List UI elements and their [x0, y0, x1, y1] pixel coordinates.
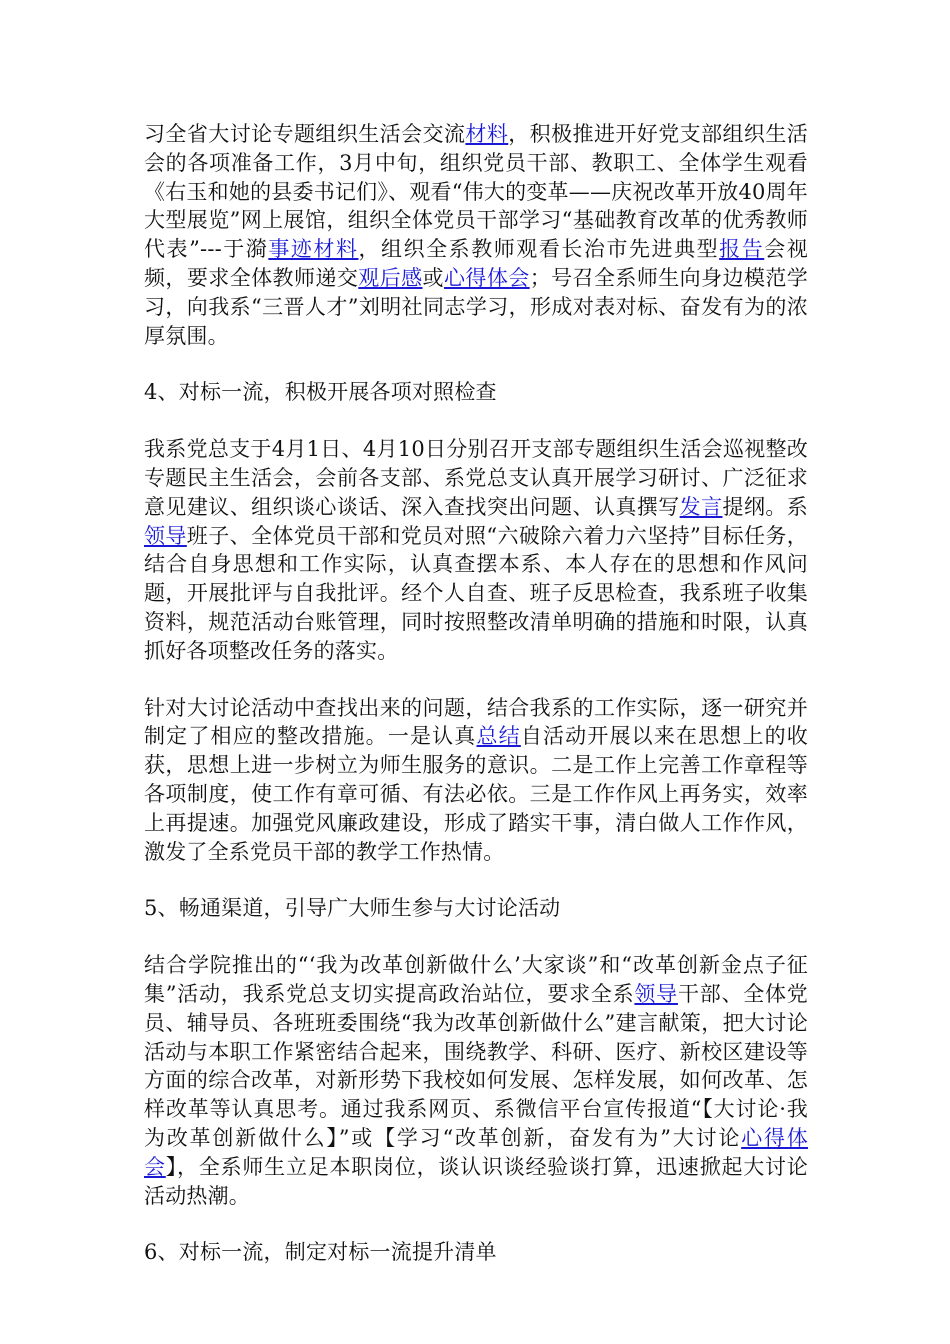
paragraph-self-inspection: [144, 435, 808, 665]
inline-link[interactable]: 心得体会: [443, 265, 530, 290]
text-run: 习全省大讨论专题组织生活会交流: [144, 122, 466, 146]
text-run: 或: [422, 265, 444, 290]
inline-link[interactable]: 观后感: [358, 265, 423, 290]
paragraph-study-materials: [144, 120, 808, 350]
document-page: [144, 120, 808, 1295]
section-heading-6: 6、对标一流，制定对标一流提升清单: [144, 1240, 497, 1265]
text-run: ；号召全系师生向身边模范学习，向我系“三晋人才”刘明社同志学习，形成对表对标、奋发有为的浓厚氛围。: [144, 265, 808, 348]
inline-link[interactable]: 领导: [144, 523, 187, 548]
text-run: 干部、全体党员、辅导员、各班班委围绕“我为改革创新做什么”建言献策，把大讨论活动与本职工作紧密结合起来，围绕教学、科研、医疗、新校区建设等方面的综合改革，对新形势下我校如何发展、怎样发展，如何改革、怎样改革等认真思考。通过我系网页、系微信平台宣传报道“【大讨论·我为改革创新做什么】”或【学习“改革创新，奋发有为”大讨论: [144, 981, 808, 1150]
text-run: 针对大讨论活动中查找出来的问题，结合我系的工作实际，逐一研究并制定了相应的整改措施。一是认真: [144, 695, 808, 749]
inline-link[interactable]: 领导: [634, 981, 678, 1006]
section-heading-4: 4、对标一流，积极开展各项对照检查: [144, 380, 497, 405]
section-heading-5: 5、畅通渠道，引导广大师生参与大讨论活动: [144, 896, 561, 921]
inline-link[interactable]: 报告: [719, 237, 765, 262]
paragraph-channels: [144, 951, 808, 1210]
text-run: 结合学院推出的“‘我为改革创新做什么’大家谈”和“改革创新金点子征集”活动，我系党总支切实提高政治站位，要求全系: [144, 953, 808, 1006]
inline-link[interactable]: 心得体会: [144, 1125, 808, 1179]
text-run: 】，全系师生立足本职岗位，谈认识谈经验谈打算，迅速掀起大讨论活动热潮。: [144, 1154, 808, 1208]
inline-link[interactable]: 发言: [679, 494, 723, 519]
text-run: 我系党总支于4月1日、4月10日分别召开支部专题组织生活会巡视整改专题民主生活会，会前各支部、系党总支认真开展学习研讨、广泛征求意见建议、组织谈心谈话、深入查找突出问题、认真撰写: [144, 437, 808, 519]
inline-link[interactable]: 材料: [465, 122, 509, 146]
inline-link[interactable]: 事迹材料: [268, 237, 359, 262]
text-run: 自活动开展以来在思想上的收获，思想上进一步树立为师生服务的意识。二是工作上完善工作章程等各项制度，使工作有章可循、有法必依。三是工作作风上再务实，效率上再提速。加强党风廉政建设，形成了踏实干事，清白做人工作作风，激发了全系党员干部的教学工作热情。: [144, 724, 809, 864]
text-run: 会视频，要求全体教师递交: [144, 237, 808, 290]
inline-link[interactable]: 总结: [476, 724, 521, 749]
text-run: 提纲。系: [722, 494, 808, 519]
paragraph-rectification: [144, 694, 808, 867]
text-run: ，组织全系教师观看长治市先进典型: [358, 237, 720, 262]
text-run: 班子、全体党员干部和党员对照“六破除六着力六坚持”目标任务，结合自身思想和工作实际，认真查摆本系、本人存在的思想和作风问题，开展批评与自我批评。经个人自查、班子反思检查，我系班子收集资料，规范活动台账管理，同时按照整改清单明确的措施和时限，认真抓好各项整改任务的落实。: [144, 523, 808, 663]
text-run: ，积极推进开好党支部组织生活会的各项准备工作，3月中旬，组织党员干部、教职工、全体学生观看《右玉和她的县委书记们》、观看“伟大的变革——庆祝改革开放40周年大型展览”网上展馆，组织全体党员干部学习“基础教育改革的优秀教师代表”---于漪: [144, 122, 808, 262]
